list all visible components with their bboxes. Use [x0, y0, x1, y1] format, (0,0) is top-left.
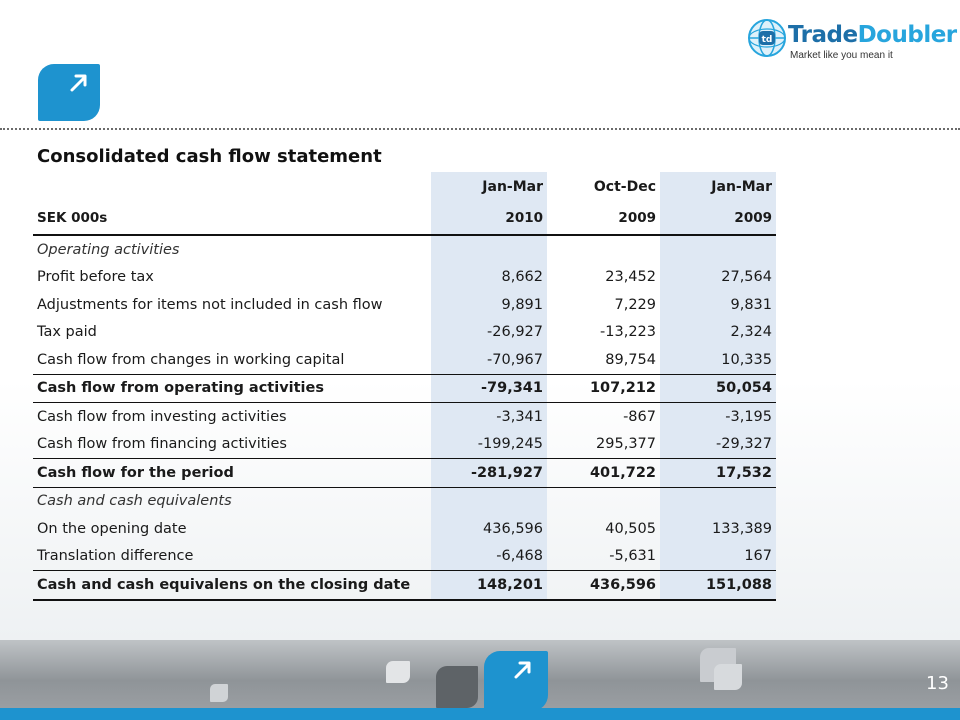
table-row [33, 459, 776, 488]
header-cell: 2009 [547, 202, 660, 235]
value-cell: -281,927 [431, 459, 547, 488]
row-label: Cash flow for the period [33, 459, 431, 488]
row-label: On the opening date [37, 520, 187, 537]
logo-word-1: Trade [788, 22, 858, 48]
value-cell: -867 [623, 408, 656, 425]
row-label: Cash flow from financing activities [37, 436, 287, 453]
value-cell: -6,468 [431, 543, 547, 571]
row-label: Operating activities [37, 241, 180, 258]
table-row [33, 571, 776, 600]
value-cell: 7,229 [614, 296, 656, 313]
corner-arrow-tile [38, 64, 100, 121]
table-row [33, 487, 776, 515]
table-row [33, 374, 776, 403]
decor-tile [714, 664, 742, 690]
value-cell: 27,564 [660, 264, 776, 292]
decor-tile [210, 684, 228, 702]
value-cell: 133,389 [660, 515, 776, 543]
decor-tile [386, 661, 410, 683]
arrow-up-right-icon [68, 72, 90, 94]
table-row [33, 431, 776, 459]
value-cell: 17,532 [660, 459, 776, 488]
value-cell: 295,377 [596, 436, 656, 453]
table-row [33, 515, 776, 543]
header-cell: Jan-Mar [431, 172, 547, 202]
table-row [33, 346, 776, 374]
table-row [33, 235, 776, 264]
value-cell: 23,452 [605, 269, 656, 286]
row-label: Cash flow from operating activities [33, 374, 431, 403]
value-cell: -3,195 [660, 403, 776, 431]
header-divider [0, 128, 960, 130]
value-cell: -70,967 [431, 346, 547, 374]
row-label: Adjustments for items not included in cash flow [37, 296, 383, 313]
value-cell: 167 [660, 543, 776, 571]
value-cell: 2,324 [660, 319, 776, 347]
value-cell: 9,831 [660, 291, 776, 319]
value-cell: 151,088 [660, 571, 776, 600]
value-cell: 148,201 [431, 571, 547, 600]
decor-tile [436, 666, 478, 708]
value-cell: -3,341 [431, 403, 547, 431]
table-row [33, 543, 776, 571]
page-title: Consolidated cash flow statement [37, 146, 382, 167]
value-cell: -199,245 [431, 431, 547, 459]
cash-flow-table [33, 172, 776, 601]
value-cell: 107,212 [547, 374, 660, 403]
logo-wordmark [788, 22, 957, 48]
row-label: Profit before tax [37, 269, 154, 286]
footer-arrow-tile [484, 651, 548, 711]
value-cell: -79,341 [431, 374, 547, 403]
value-cell: 436,596 [431, 515, 547, 543]
row-label: Cash and cash equivalens on the closing date [33, 571, 431, 600]
row-label: Cash and cash equivalents [37, 493, 232, 510]
header-cell: 2009 [660, 202, 776, 235]
value-cell [660, 235, 776, 264]
table-header-row-years [33, 202, 776, 235]
value-cell [547, 235, 660, 264]
logo-mark-text: td [761, 35, 773, 45]
value-cell: 89,754 [605, 351, 656, 368]
value-cell: -5,631 [609, 548, 656, 565]
table-row [33, 291, 776, 319]
table-row [33, 403, 776, 431]
value-cell: 10,335 [660, 346, 776, 374]
footer-band [0, 640, 960, 708]
value-cell: 40,505 [605, 520, 656, 537]
brand-logo [745, 14, 957, 66]
value-cell: -13,223 [600, 324, 656, 341]
row-label: Tax paid [37, 324, 97, 341]
value-cell: 401,722 [547, 459, 660, 488]
row-label: Cash flow from changes in working capital [37, 351, 345, 368]
value-cell [547, 487, 660, 515]
value-cell [431, 235, 547, 264]
value-cell: 436,596 [547, 571, 660, 600]
header-cell: Jan-Mar [660, 172, 776, 202]
table-row [33, 264, 776, 292]
page-number: 13 [926, 673, 949, 694]
value-cell: 9,891 [431, 291, 547, 319]
row-label: Cash flow from investing activities [37, 408, 287, 425]
row-label: Translation difference [37, 548, 194, 565]
table-header-row-periods [33, 172, 776, 202]
value-cell: -26,927 [431, 319, 547, 347]
table-row [33, 319, 776, 347]
header-cell: Oct-Dec [593, 179, 656, 195]
header-cell: 2010 [431, 202, 547, 235]
header-cell: SEK 000s [33, 202, 431, 235]
value-cell: -29,327 [660, 431, 776, 459]
logo-word-2: Doubler [857, 22, 957, 48]
arrow-up-right-icon [512, 659, 534, 681]
value-cell [431, 487, 547, 515]
logo-tagline: Market like you mean it [790, 50, 893, 61]
value-cell [660, 487, 776, 515]
footer-accent-bar [0, 708, 960, 720]
globe-icon [745, 16, 789, 60]
header-cell [33, 172, 431, 202]
value-cell: 50,054 [660, 374, 776, 403]
value-cell: 8,662 [431, 264, 547, 292]
